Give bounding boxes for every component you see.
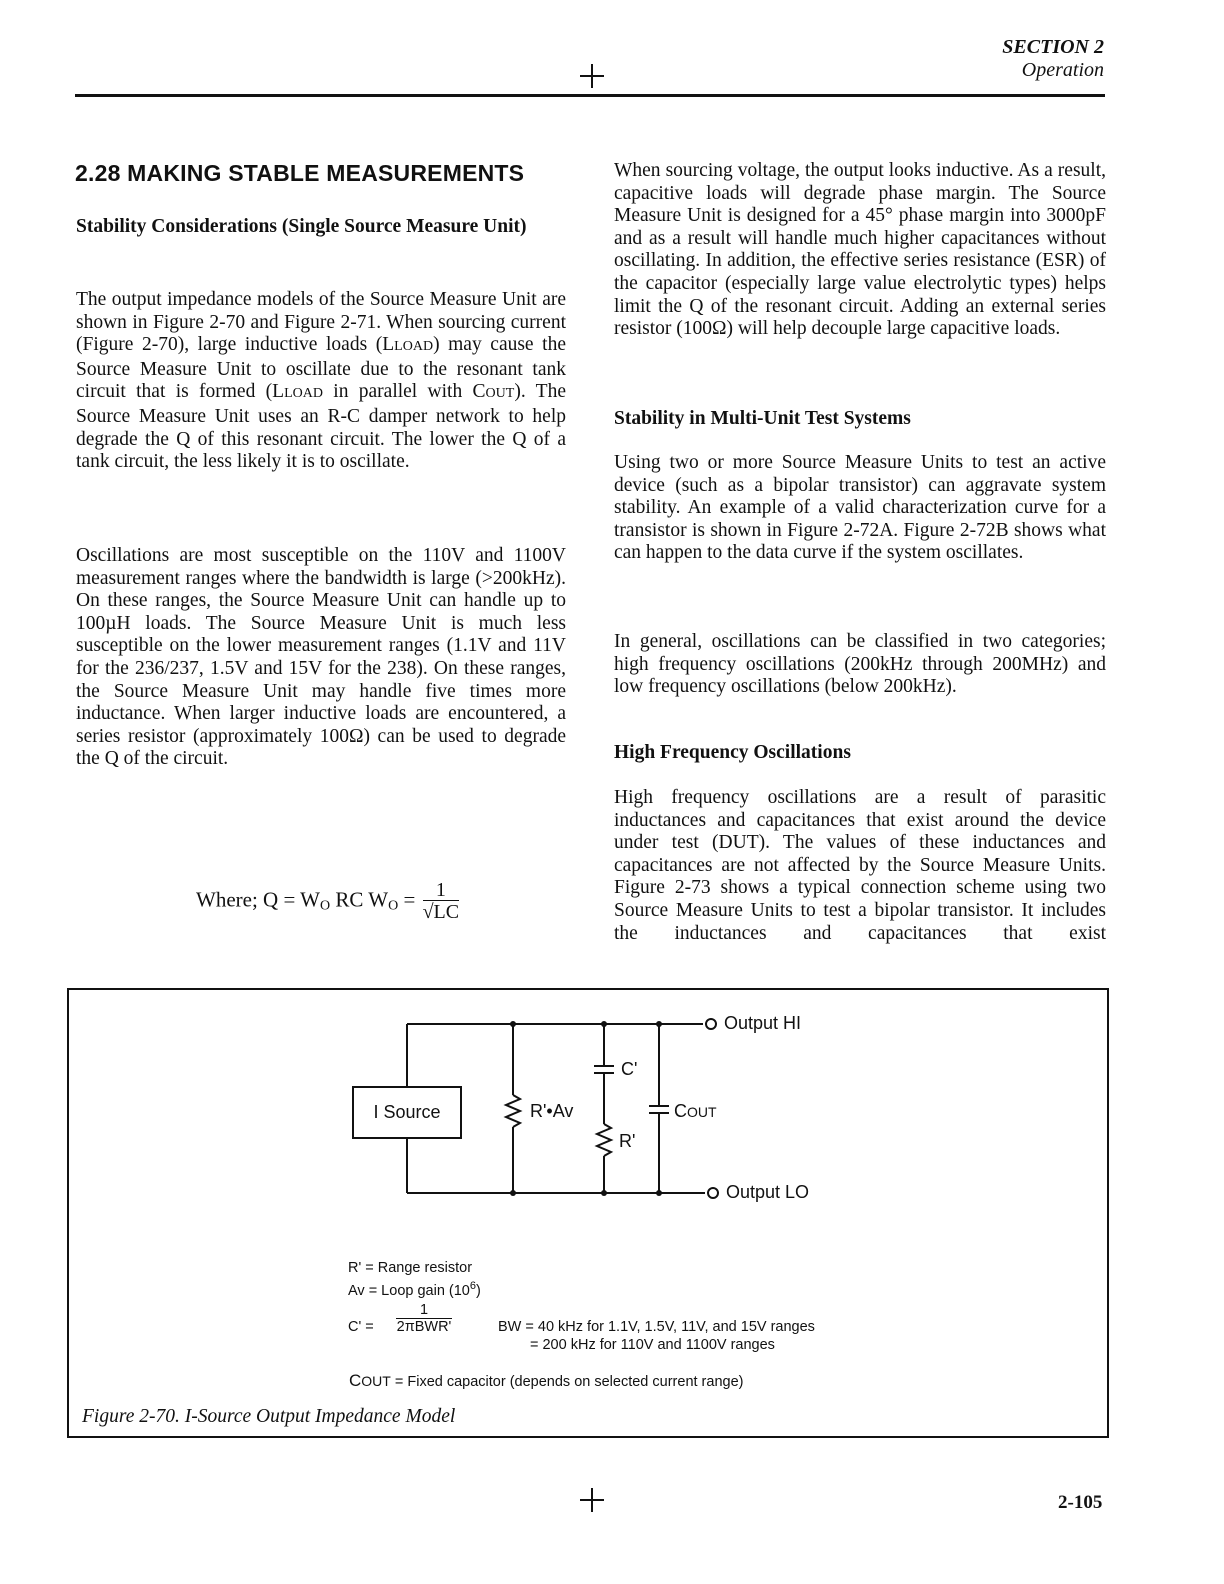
- section-heading: 2.28 MAKING STABLE MEASUREMENTS: [75, 160, 525, 186]
- subheading-stability-single: Stability Considerations (Single Source Measure Unit): [76, 216, 527, 237]
- junction-dot: [510, 1190, 516, 1196]
- cout-subscript: OUT: [687, 1104, 717, 1120]
- junction-dot: [510, 1021, 516, 1027]
- junction-dot: [656, 1190, 662, 1196]
- legend-c-fraction: [396, 1302, 452, 1336]
- subscript-load: LOAD: [394, 339, 434, 355]
- output-lo-terminal: [708, 1188, 718, 1198]
- formula-subscript: O: [388, 898, 399, 914]
- subscript-load: LOAD: [284, 386, 323, 402]
- junction-dot: [656, 1021, 662, 1027]
- legend-c-prime: C' =: [348, 1319, 374, 1335]
- formula-text: RC W: [330, 887, 389, 912]
- legend-exponent: 6: [469, 1280, 476, 1292]
- cprime-label: C': [621, 1059, 638, 1079]
- fraction-numerator: 1: [423, 880, 460, 901]
- formula-text: Where; Q = W: [196, 887, 320, 912]
- text-run: ) may cause the Source Measure Unit to oscillate due to the resonant tank circuit that is formed (L: [76, 334, 566, 403]
- legend-c-denominator: 2πBWR': [396, 1319, 452, 1335]
- paragraph-text: When sourcing voltage, the output looks inductive. As a result, capacitive loads will degrade phase margin. The Source Measure Unit is designed for a 45° phase margin into 3000pF and as a result will handle much higher capacitances without oscillating. In addition, the effective series resistance (ESR) of the capacitor (especially large value electrolytic types) helps limit the Q of the resonant circuit. Adding an external series resistor (100Ω) will help decouple large capacitive loads.: [614, 160, 1106, 340]
- paragraph-text: Oscillations are most susceptible on the 110V and 1100V measurement ranges where the bandwidth is large (>200kHz). On these ranges, the Source Measure Unit can handle up to 100µH loads. The Source Measure Unit is much less susceptible on the lower measurement ranges (1.1V and 11V for the 236/237, 1.5V and 15V for the 238). On these ranges, the Source Measure Unit may handle five times more inductance. When larger inductive loads are encountered, a series resistor (approximately 100Ω) can be used to degrade the Q of the circuit.: [76, 545, 566, 770]
- registration-mark-bottom-icon: [580, 1488, 604, 1512]
- rprime-label: R': [619, 1131, 636, 1151]
- legend-text: Av = Loop gain (10: [348, 1282, 470, 1299]
- output-hi-label: Output HI: [724, 1013, 802, 1033]
- legend-range-resistor: R' = Range resistor: [348, 1260, 473, 1276]
- section-label: SECTION 2: [1002, 36, 1104, 58]
- paragraph-text: In general, oscillations can be classified in two categories; high frequency oscillations (200kHz through 200MHz) and low frequency oscillations (below 200kHz).: [614, 631, 1106, 698]
- legend-cout: [349, 1372, 743, 1391]
- legend-bw-high: = 200 kHz for 110V and 1100V ranges: [530, 1337, 775, 1353]
- legend-text: ): [476, 1282, 481, 1299]
- subscript-out: OUT: [485, 386, 515, 402]
- rav-label: R'•Av: [530, 1101, 574, 1121]
- fraction-denominator: √LC: [422, 901, 460, 923]
- output-hi-terminal: [706, 1019, 716, 1029]
- legend-cout-subscript: OUT: [361, 1373, 391, 1389]
- paragraph-text: High frequency oscillations are a result of parasitic inductances and capacitances that exist around the device under test (DUT). The values of these inductances and capacitances are not affected by the Source Measure Units. Figure 2-73 shows a typical connection scheme using two Source Measure Units to test a bipolar transistor. It includes the inductances and capacitances that exist: [614, 787, 1106, 944]
- cout-letter: C: [674, 1101, 687, 1121]
- figure-caption: Figure 2-70. I-Source Output Impedance Model: [82, 1406, 456, 1427]
- legend-text: = Fixed capacitor (depends on selected current range): [390, 1374, 744, 1390]
- legend-bw-low: BW = 40 kHz for 1.1V, 1.5V, 11V, and 15V ranges: [498, 1319, 815, 1335]
- rav-resistor: [506, 1095, 520, 1127]
- junction-dot: [601, 1021, 607, 1027]
- junction-dot: [601, 1190, 607, 1196]
- paragraph-text: Using two or more Source Measure Units to test an active device (such as a bipolar transistor) can aggravate system stability. An example of a valid characterization curve for a transistor is shown in Figure 2-72A. Figure 2-72B shows what can happen to the data curve if the system oscillates.: [614, 452, 1106, 564]
- subsection-label: Operation: [1021, 59, 1104, 81]
- output-lo-label: Output LO: [726, 1182, 810, 1202]
- legend-loop-gain: [348, 1277, 481, 1300]
- legend-cout-letter: C: [349, 1371, 362, 1390]
- i-source-label: I Source: [373, 1102, 441, 1122]
- text-run: The output impedance models of the Source Measure Unit are shown in Figure 2-70 and Figure 2-71. When sourcing current (Figure 2-70), large inductive loads (L: [76, 289, 566, 356]
- page-number: 2-105: [1058, 1492, 1103, 1513]
- formula-subscript: O: [320, 898, 331, 914]
- subheading-high-frequency: High Frequency Oscillations: [614, 742, 851, 763]
- cout-label: [674, 1101, 717, 1122]
- legend-c-numerator: 1: [396, 1302, 452, 1319]
- subheading-multi-unit: Stability in Multi-Unit Test Systems: [614, 408, 911, 429]
- text-run: ). The Source Measure Unit uses an R-C damper network to help degrade the Q of this resonant circuit. The lower the Q of a tank circuit, the less likely it is to oscillate.: [76, 381, 566, 473]
- rprime-resistor: [597, 1124, 611, 1156]
- text-run: in parallel with C: [322, 381, 486, 403]
- formula-text: =: [398, 887, 416, 912]
